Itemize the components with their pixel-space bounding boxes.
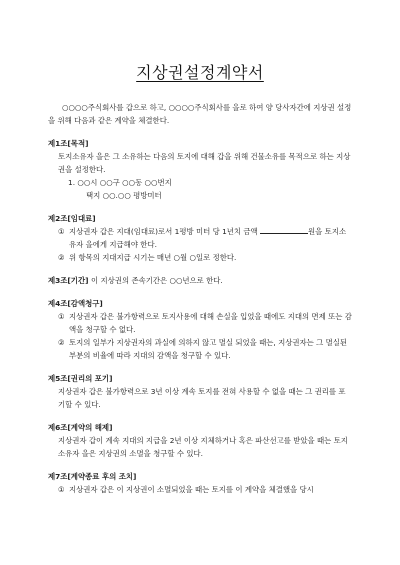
article-7-item-1 [48,483,352,496]
article-3-heading: 제3조[기간] [48,276,89,285]
article-2-heading: 제2조[임대료] [48,214,96,223]
article-2 [48,213,352,264]
article-2-item-1-text-end: 원을 토지소유자 을에게 지급해야 한다. [69,227,347,249]
intro-paragraph: ○○○○주식회사를 갑으로 하고, ○○○○주식회사를 을로 하여 양 당사자간에 지상권 설정을 위해 다음과 같은 계약을 체결한다. [48,103,352,125]
article-4-item-2-text: 토지의 일부가 지상권자의 과실에 의하지 않고 멸실 되었을 때는, 지상권자는 그 멸실된 부분의 비율에 따라 지대의 감액을 청구할 수 있다. [69,338,348,360]
article-1-list-item-1: 1. ○○시 ○○구 ○○동 ○○번지 [68,178,172,187]
article-2-item-1 [48,225,352,251]
item-number: ② [58,338,65,347]
article-7-heading: 제7조[계약종료 후의 조치] [48,472,137,481]
article-1 [48,138,352,202]
article-1-heading: 제1조[목적] [48,139,89,148]
article-4-item-2 [48,336,352,362]
item-number: ② [58,253,65,262]
article-2-item-2 [48,251,352,264]
article-2-item-1-text-start: 지상권자 갑은 지대(임대료)로서 1평방 미터 당 1년치 금액 [69,227,258,236]
item-number: ① [58,485,65,494]
article-6 [48,422,352,460]
article-1-body: 토지소유자 을은 그 소유하는 다음의 토지에 대해 갑을 위해 건물소유를 목적으로 하는 지상권을 설정한다. [58,152,351,174]
article-1-list-item-2: 택지 ○○.○○ 평방미터 [86,191,162,200]
article-5 [48,373,352,411]
article-7 [48,471,352,496]
amount-blank-line [260,226,308,234]
article-6-heading: 제6조[계약의 해제] [48,423,113,432]
article-4 [48,298,352,362]
article-4-item-1 [48,310,352,336]
article-6-body: 지상권자 갑이 계속 지대의 지급을 2년 이상 지체하거나 혹은 파산선고를 받았을 때는 토지소유자 을은 지상권의 소멸을 청구할 수 있다. [58,436,348,458]
article-3 [48,275,352,287]
article-2-item-2-text: 위 항목의 지대지급 시기는 매년 ○월 ○일로 정한다. [69,253,237,262]
article-5-body: 지상권자 갑은 불가항력으로 3년 이상 계속 토지를 전혀 사용할 수 없을 때는 그 권리를 포기할 수 있다. [58,387,346,409]
item-number: ① [58,312,65,321]
article-4-item-1-text: 지상권자 갑은 불가항력으로 토지사용에 대해 손실을 입었을 때에도 지대의 면제 또는 감액을 청구할 수 없다. [69,312,352,334]
document-title: 지상권설정계약서 [136,63,264,82]
article-3-body: 이 지상권의 존속기간은 ○○년으로 한다. [91,276,223,285]
article-7-item-1-text: 지상권자 갑은 이 지상권이 소멸되었을 때는 토지를 이 계약을 체결했을 당시 [69,485,314,494]
article-5-heading: 제5조[권리의 포기] [48,374,113,383]
item-number: ① [58,227,65,236]
article-4-heading: 제4조[감액청구] [48,299,103,308]
